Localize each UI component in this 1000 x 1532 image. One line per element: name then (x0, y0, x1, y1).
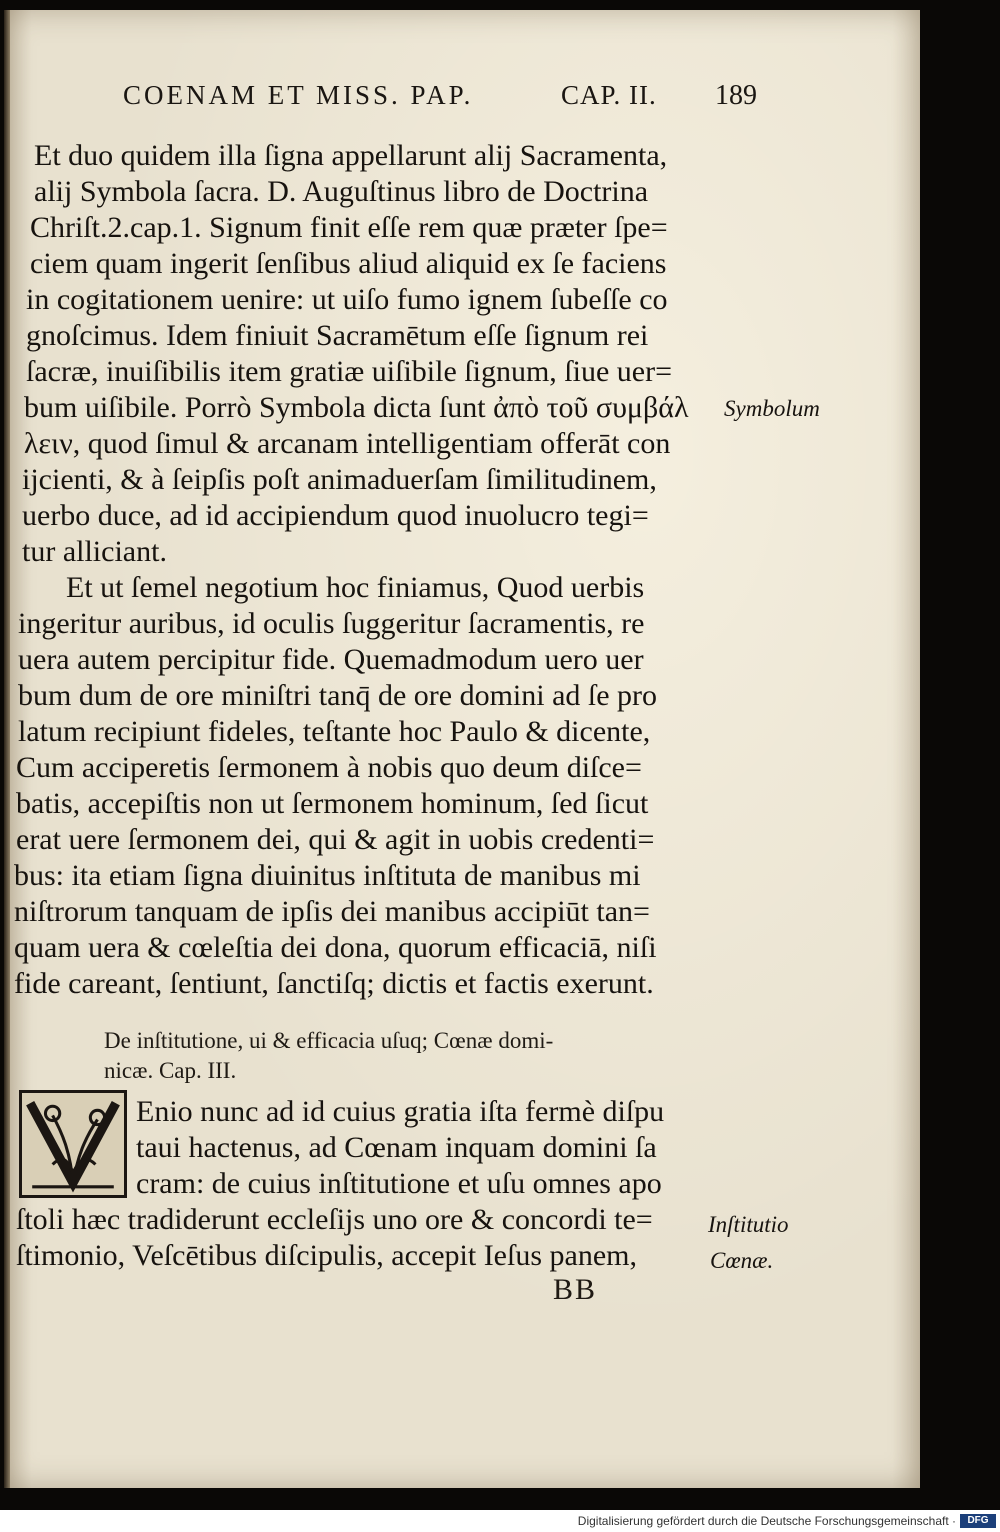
dfg-logo: DFG (960, 1514, 996, 1528)
text-line: uera autem percipitur fide. Quemadmodum uero uer (18, 643, 644, 676)
text-line: Cum acciperetis ſermonem à nobis quo deum diſce= (16, 751, 642, 784)
margin-note-coenae: Cœnæ. (710, 1248, 774, 1273)
section-heading-line: nicæ. Cap. III. (104, 1058, 237, 1083)
text-line: ijcienti, & à ſeipſis poſt animaduerſam ſimilitudinem, (22, 463, 657, 496)
funding-credit: Digitalisierung gefördert durch die Deutsche Forschungsgemeinschaft · (577, 1514, 956, 1528)
running-header (123, 80, 783, 111)
decorated-initial-v (19, 1090, 127, 1198)
text-line: bus: ita etiam ſigna diuinitus inſtituta de manibus mi (14, 859, 641, 892)
text-line: λειν, quod ſimul & arcanam intelligentiam offerāt con (24, 427, 671, 460)
text-line: taui hactenus, ad Cœnam inquam domini ſa (136, 1131, 657, 1164)
text-line: bum uiſibile. Porrò Symbola dicta ſunt ἀπὸ τοῦ συμβάλ (24, 391, 689, 424)
text-line: alij Symbola ſacra. D. Auguſtinus libro de Doctrina (34, 175, 649, 208)
text-line: fide careant, ſentiunt, ſanctiſq; dictis et factis exerunt. (14, 967, 654, 1000)
text-line: niſtrorum tanquam de ipſis dei manibus accipiūt tan= (14, 895, 650, 928)
text-line: cram: de cuius inſtitutione et uſu omnes apo (136, 1167, 662, 1200)
text-line: batis, accepiſtis non ut ſermonem hominum, ſed ſicut (16, 787, 649, 820)
text-line: ſtimonio, Veſcētibus diſcipulis, accepit Ieſus panem, (16, 1239, 637, 1272)
margin-note-symbolum: Symbolum (724, 396, 820, 421)
text-line: erat uere ſermonem dei, qui & agit in uobis credenti= (16, 823, 655, 856)
binding-edge (4, 10, 10, 1488)
running-title: COENAM ET MISS. PAP. (123, 80, 474, 110)
signature-mark: BB (553, 1273, 598, 1306)
text-line: ciem quam ingerit ſenſibus aliud aliquid ex ſe faciens (30, 247, 667, 280)
text-line: latum recipiunt fideles, teſtante hoc Paulo & dicente, (18, 715, 651, 748)
section-heading-line: De inſtitutione, ui & efficacia uſuq; Cœnæ domi- (104, 1028, 554, 1053)
text-line: Et duo quidem illa ſigna appellarunt alij Sacramenta, (34, 139, 668, 172)
margin-note-institutio: Inſtitutio (708, 1212, 789, 1237)
text-line: bum dum de ore miniſtri tanq̄ de ore domini ad ſe pro (18, 679, 658, 712)
text-line: quam uera & cœleſtia dei dona, quorum efficaciā, niſi (14, 931, 657, 964)
text-line: uerbo duce, ad id accipiendum quod inuolucro tegi= (22, 499, 649, 532)
text-line: tur alliciant. (22, 535, 167, 568)
text-line: ſacræ, inuiſibilis item gratiæ uiſibile ſignum, ſiue uer= (26, 355, 672, 388)
text-line: Chriſt.2.cap.1. Signum finit eſſe rem quæ præter ſpe= (30, 211, 668, 244)
floral-initial-icon (22, 1093, 124, 1195)
text-line: ſtoli hæc tradiderunt eccleſijs uno ore & concordi te= (16, 1203, 653, 1236)
page-number: 189 (715, 80, 757, 111)
text-line: ingeritur auribus, id oculis ſuggeritur ſacramentis, re (18, 607, 645, 640)
chapter-label: CAP. II. (561, 80, 657, 110)
text-line: in cogitationem uenire: ut uiſo fumo ignem ſubeſſe co (26, 283, 668, 316)
text-line: Enio nunc ad id cuius gratia iſta fermè diſpu (136, 1095, 665, 1128)
text-line: gnoſcimus. Idem finiuit Sacramētum eſſe ſignum rei (26, 319, 649, 352)
text-line: Et ut ſemel negotium hoc finiamus, Quod uerbis (66, 571, 645, 604)
